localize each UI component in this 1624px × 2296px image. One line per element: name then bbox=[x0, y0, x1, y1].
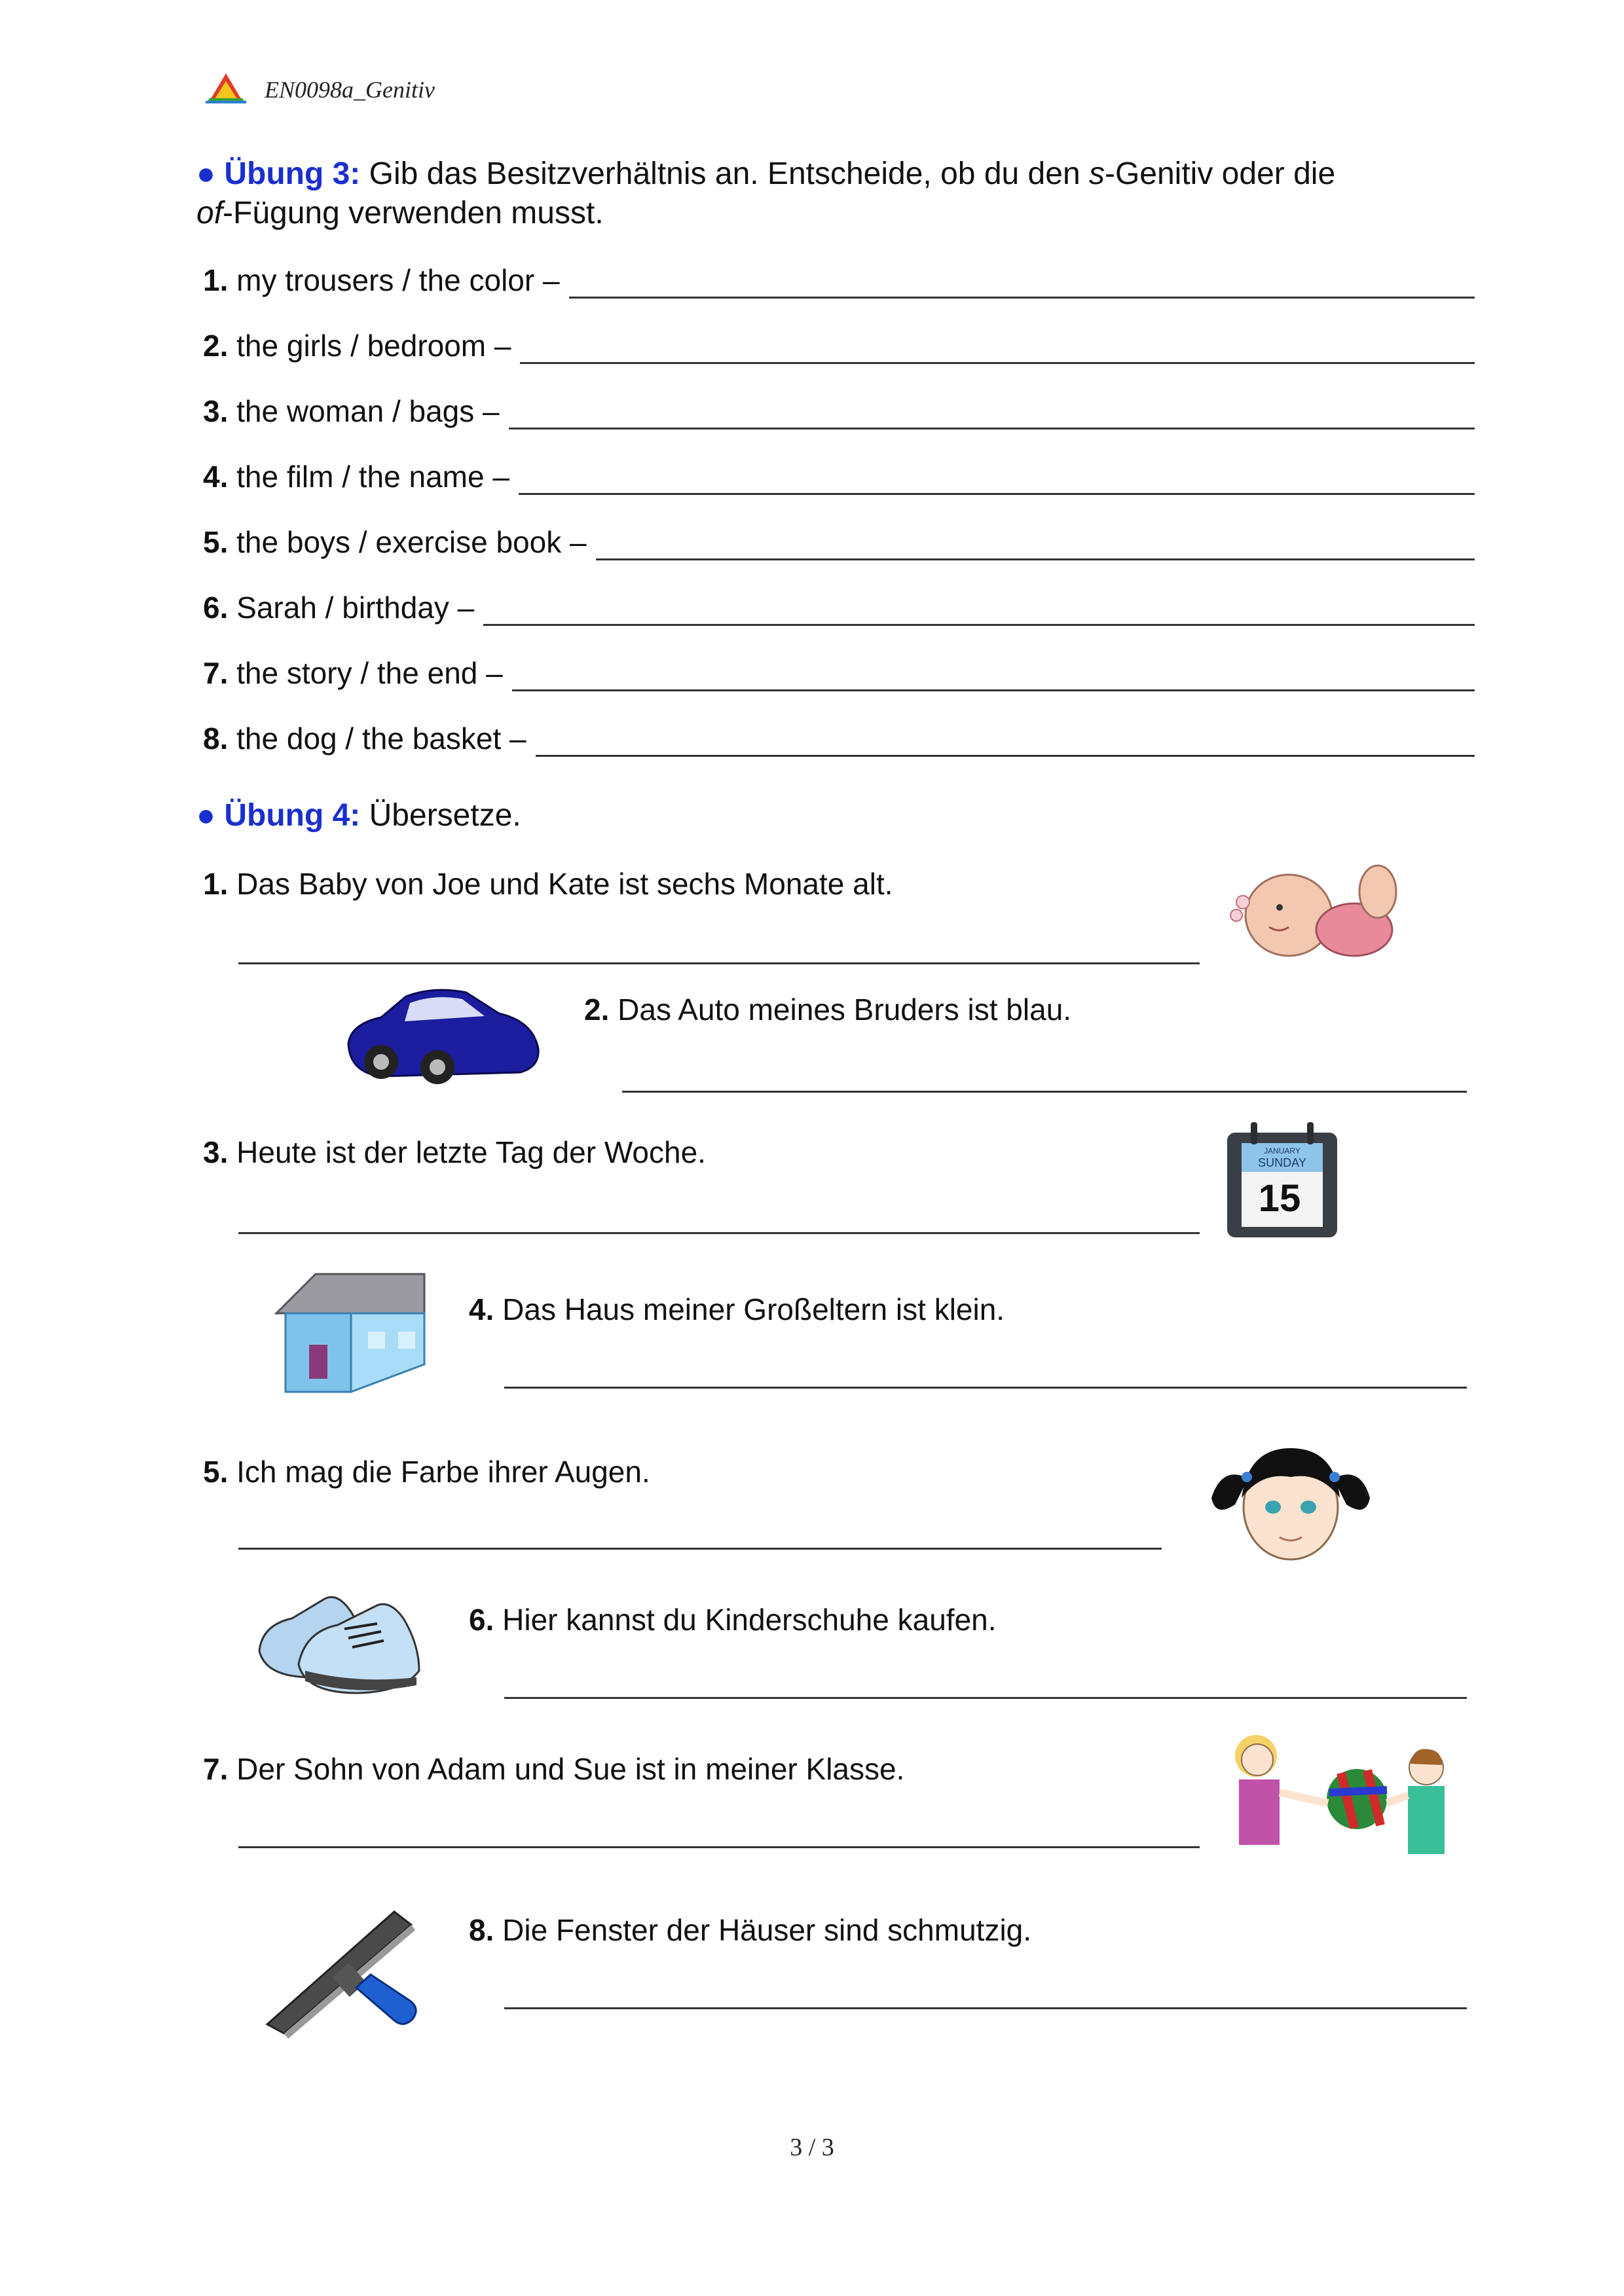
exercise-3-item: 1. my trousers / the color – bbox=[203, 261, 1475, 300]
answer-line[interactable] bbox=[504, 1697, 1467, 1699]
house-icon bbox=[270, 1266, 431, 1402]
exercise-4-item-3: 3. Heute ist der letzte Tag der Woche. bbox=[203, 1135, 706, 1169]
children-ball-icon bbox=[1217, 1727, 1460, 1857]
answer-line[interactable] bbox=[519, 467, 1475, 495]
answer-line[interactable] bbox=[596, 532, 1475, 560]
answer-line[interactable] bbox=[509, 401, 1475, 429]
answer-line[interactable] bbox=[238, 1846, 1200, 1848]
exercise-3-item: 3. the woman / bags – bbox=[203, 392, 1475, 431]
exercise-4-item-8: 8. Die Fenster der Häuser sind schmutzig. bbox=[469, 1913, 1032, 1947]
squeegee-icon bbox=[265, 1909, 427, 2033]
answer-line[interactable] bbox=[504, 2007, 1467, 2009]
exercise-4-item-1: 1. Das Baby von Joe und Kate ist sechs Monate alt. bbox=[203, 867, 893, 901]
logo-icon bbox=[204, 72, 248, 105]
page-number: 3 / 3 bbox=[790, 2134, 834, 2161]
answer-line[interactable] bbox=[238, 1548, 1162, 1550]
exercise-4-instruction: ● Übung 4: Übersetze. bbox=[196, 798, 521, 833]
exercise-3-instruction: ● Übung 3: Gib das Besitzverhältnis an. Entscheide, ob du den s-Genitiv oder die of-Fügung verwenden musst. bbox=[196, 156, 1336, 230]
exercise-4-item-5: 5. Ich mag die Farbe ihrer Augen. bbox=[203, 1455, 650, 1489]
calendar-day: 15 bbox=[1258, 1177, 1301, 1220]
girl-face-icon bbox=[1209, 1439, 1373, 1561]
calendar-month: JANUARY bbox=[1264, 1146, 1301, 1156]
exercise-4-item-7: 7. Der Sohn von Adam und Sue ist in meiner Klasse. bbox=[203, 1752, 905, 1786]
exercise-4-item-2: 2. Das Auto meines Bruders ist blau. bbox=[584, 993, 1072, 1027]
exercise-3-item: 7. the story / the end – bbox=[203, 653, 1475, 693]
answer-line[interactable] bbox=[238, 1232, 1200, 1234]
shoes-icon bbox=[253, 1586, 426, 1701]
exercise-3-item: 5. the boys / exercise book – bbox=[203, 522, 1475, 562]
answer-line[interactable] bbox=[238, 962, 1200, 964]
answer-line[interactable] bbox=[569, 270, 1475, 299]
answer-line[interactable] bbox=[622, 1091, 1467, 1093]
answer-line[interactable] bbox=[536, 729, 1475, 757]
exercise-3-label: ● Übung 3: bbox=[196, 156, 361, 191]
calendar-day-name: SUNDAY bbox=[1258, 1156, 1306, 1169]
exercise-4-item-4: 4. Das Haus meiner Großeltern ist klein. bbox=[469, 1292, 1005, 1326]
car-icon bbox=[342, 981, 545, 1085]
answer-line[interactable] bbox=[483, 598, 1475, 626]
exercise-4-label: ● Übung 4: bbox=[196, 798, 361, 833]
answer-line[interactable] bbox=[504, 1387, 1467, 1389]
calendar-icon bbox=[1225, 1120, 1340, 1240]
exercise-4-item-6: 6. Hier kannst du Kinderschuhe kaufen. bbox=[469, 1603, 997, 1637]
answer-line[interactable] bbox=[512, 663, 1475, 691]
exercise-3-item: 2. the girls / bedroom – bbox=[203, 326, 1475, 365]
document-id: EN0098a_Genitiv bbox=[265, 77, 435, 103]
exercise-3-item: 4. the film / the name – bbox=[203, 457, 1475, 496]
answer-line[interactable] bbox=[520, 336, 1475, 364]
exercise-3-item: 8. the dog / the basket – bbox=[203, 719, 1475, 758]
exercise-3-item: 6. Sarah / birthday – bbox=[203, 588, 1475, 627]
baby-icon bbox=[1223, 859, 1408, 972]
